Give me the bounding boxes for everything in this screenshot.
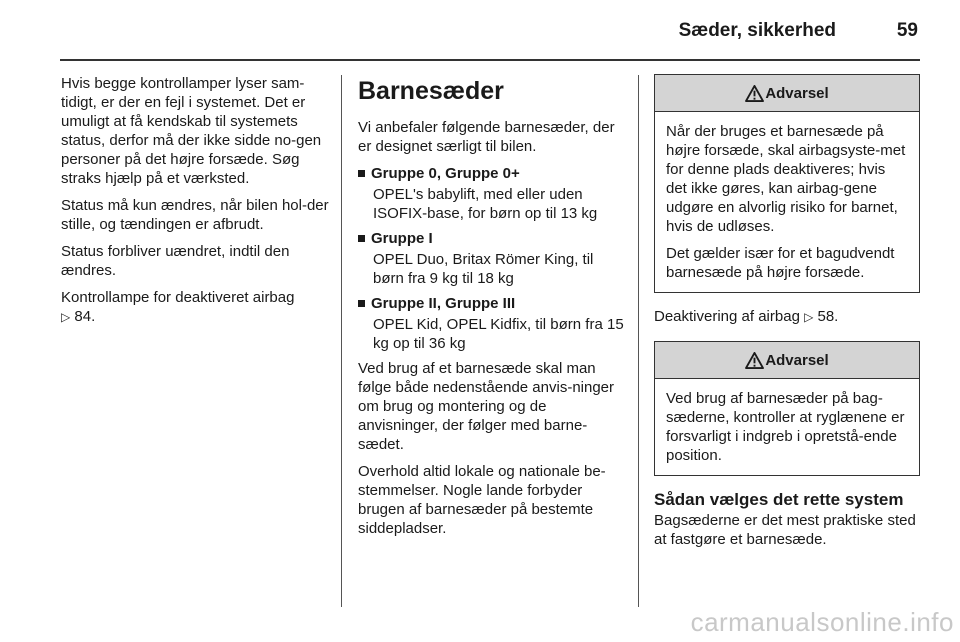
page-ref-arrow-icon: ▷ [804, 310, 814, 324]
page-ref-link[interactable]: 58. [817, 308, 839, 325]
column-left [61, 74, 331, 335]
bullet-list [358, 164, 626, 353]
header-divider [60, 59, 920, 61]
page-ref-arrow-icon: ▷ [61, 310, 71, 324]
warning-label: Advarsel [765, 351, 829, 369]
paragraph [61, 288, 331, 327]
paragraph: Det gælder især for et bagudvendt barnesæde på højre forsæde. [666, 245, 895, 281]
paragraph: Status forbliver uændret, indtil den ændres. [61, 243, 290, 279]
list-item-text: OPEL Duo, Britax Römer King, til børn fra 9 kg til 18 kg [373, 251, 594, 287]
warning-body [655, 112, 919, 292]
paragraph [654, 307, 920, 327]
chapter-title: Sæder, sikkerhed [678, 20, 836, 41]
warning-label: Advarsel [765, 84, 829, 102]
bullet-square-icon [358, 170, 365, 177]
list-item-title: Gruppe 0, Gruppe 0+ [358, 164, 626, 183]
list-item-title: Gruppe II, Gruppe III [358, 294, 626, 313]
warning-header [655, 75, 919, 112]
column-middle [358, 74, 626, 546]
paragraph: Bagsæderne er det mest praktiske sted at fastgøre et barnesæde. [654, 512, 916, 548]
warning-box [654, 74, 920, 293]
warning-header [655, 342, 919, 379]
page-header [60, 16, 920, 60]
paragraph: Status må kun ændres, når bilen hol-der stille, og tændingen er afbrudt. [61, 197, 329, 233]
paragraph: Ved brug af barnesæder på bag-sæderne, kontroller at ryglænene er forsvarligt i indgreb i opretstå-ende position. [666, 390, 905, 464]
list-item-title: Gruppe I [358, 229, 626, 248]
column-divider-2 [638, 75, 639, 607]
page-number: 59 [896, 20, 918, 41]
bullet-square-icon [358, 235, 365, 242]
section-heading: Barnesæder [358, 77, 504, 105]
warning-box [654, 341, 920, 476]
column-right [654, 74, 920, 557]
paragraph: Hvis begge kontrollamper lyser sam-tidigt, er der en fejl i systemet. Det er umuligt at få kendskab til systemets status, derfor må der ikke sidde no-gen personer på det højre forsæde. Søg straks hjælp på et værksted. [61, 75, 322, 187]
paragraph: Ved brug af et barnesæde skal man følge både nedenstående anvis-ninger om brug og montering og de anvisninger, der følger med barne-sædet. [358, 360, 615, 453]
subsection-heading: Sådan vælges det rette system [654, 490, 904, 509]
bullet-square-icon [358, 300, 365, 307]
warning-body [655, 379, 919, 475]
list-item-text: OPEL's babylift, med eller uden ISOFIX-base, for børn op til 13 kg [373, 186, 598, 222]
paragraph: Vi anbefaler følgende barnesæder, der er designet særligt til bilen. [358, 119, 615, 155]
page-ref-link[interactable]: 84. [74, 308, 96, 325]
watermark-text: carmanualsonline.info [690, 607, 954, 637]
paragraph: Overhold altid lokale og nationale be-stemmelser. Nogle lande forbyder brugen af barnesæder på bestemte siddepladser. [358, 463, 606, 537]
column-divider-1 [341, 75, 342, 607]
paragraph-text: Deaktivering af airbag [654, 308, 800, 325]
paragraph-text: Kontrollampe for deaktiveret airbag [61, 289, 295, 306]
warning-triangle-icon [745, 352, 764, 369]
warning-triangle-icon [745, 85, 764, 102]
paragraph: Når der bruges et barnesæde på højre forsæde, skal airbagsyste-met for denne plads deaktiveres; hvis det ikke gøres, kan airbag-gene udgøre en alvorlig risiko for barnet, hvis de udløses. [666, 123, 906, 235]
list-item-text: OPEL Kid, OPEL Kidfix, til børn fra 15 kg op til 36 kg [373, 316, 624, 352]
